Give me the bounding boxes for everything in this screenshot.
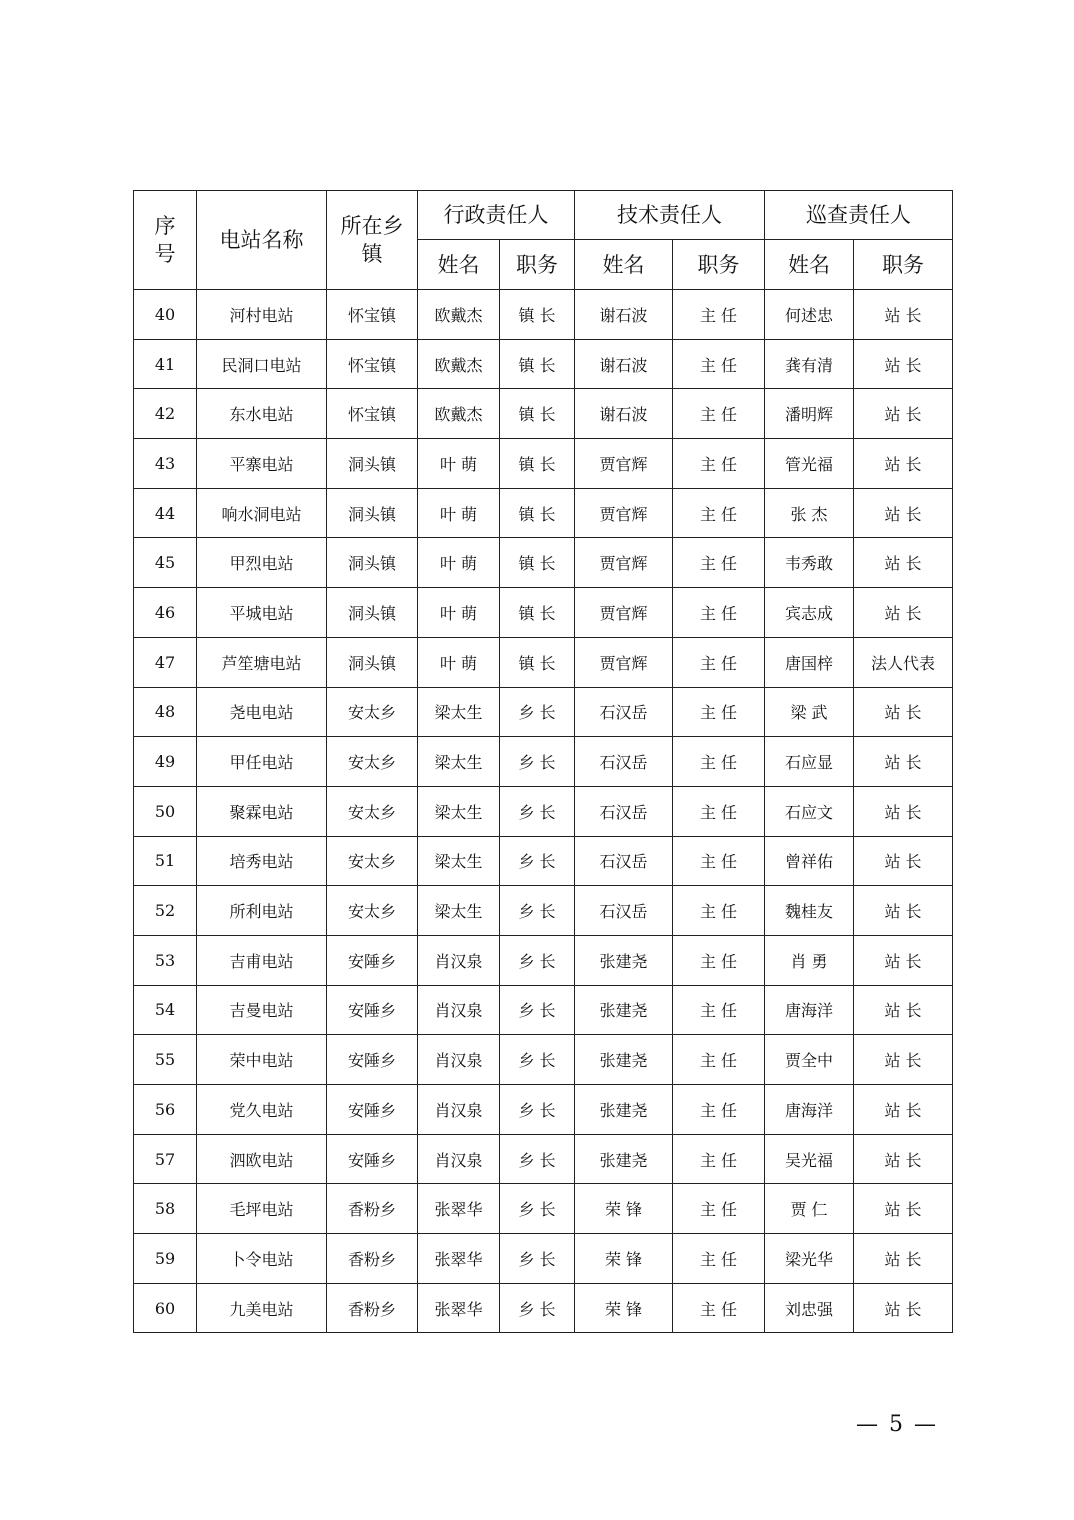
patrol-name-cell: 韦秀敢	[765, 538, 854, 588]
header-seq-line1: 序	[154, 214, 176, 238]
station-name-cell: 党久电站	[197, 1085, 327, 1135]
tech-name-cell: 谢石波	[575, 389, 673, 439]
admin-position-cell: 乡 长	[500, 1035, 575, 1085]
table-row	[134, 637, 953, 687]
patrol-position-cell: 法人代表	[854, 637, 953, 687]
admin-name-cell: 叶 萌	[418, 588, 500, 638]
table-row	[134, 339, 953, 389]
tech-position-cell: 主 任	[673, 1234, 765, 1284]
patrol-name-cell: 张 杰	[765, 488, 854, 538]
admin-position-cell: 乡 长	[500, 786, 575, 836]
header-township-line2: 镇	[361, 242, 383, 266]
patrol-name-cell: 龚有清	[765, 339, 854, 389]
table-row	[134, 538, 953, 588]
tech-name-cell: 张建尧	[575, 1134, 673, 1184]
township-cell: 安陲乡	[327, 1035, 418, 1085]
header-row-group	[134, 191, 953, 240]
tech-name-cell: 张建尧	[575, 935, 673, 985]
table-header	[134, 191, 953, 290]
seq-cell: 56	[134, 1085, 197, 1135]
tech-name-cell: 贾官辉	[575, 637, 673, 687]
township-cell: 怀宝镇	[327, 290, 418, 340]
township-cell: 安陲乡	[327, 985, 418, 1035]
patrol-position-cell: 站 长	[854, 1234, 953, 1284]
patrol-name-cell: 吴光福	[765, 1134, 854, 1184]
admin-name-cell: 梁太生	[418, 836, 500, 886]
patrol-position-cell: 站 长	[854, 488, 953, 538]
station-name-cell: 平城电站	[197, 588, 327, 638]
seq-cell: 42	[134, 389, 197, 439]
admin-position-cell: 乡 长	[500, 985, 575, 1035]
admin-name-cell: 肖汉泉	[418, 1035, 500, 1085]
township-cell: 安陲乡	[327, 1085, 418, 1135]
admin-name-cell: 梁太生	[418, 737, 500, 787]
patrol-name-cell: 宾志成	[765, 588, 854, 638]
admin-position-cell: 镇 长	[500, 439, 575, 489]
seq-cell: 46	[134, 588, 197, 638]
seq-cell: 51	[134, 836, 197, 886]
township-cell: 香粉乡	[327, 1184, 418, 1234]
admin-name-cell: 肖汉泉	[418, 935, 500, 985]
admin-name-cell: 叶 萌	[418, 488, 500, 538]
seq-cell: 41	[134, 339, 197, 389]
station-name-cell: 河村电站	[197, 290, 327, 340]
tech-position-cell: 主 任	[673, 538, 765, 588]
table-row	[134, 439, 953, 489]
seq-cell: 53	[134, 935, 197, 985]
patrol-position-cell: 站 长	[854, 290, 953, 340]
header-tech-responsible: 技术责任人	[575, 191, 765, 240]
patrol-name-cell: 唐海洋	[765, 1085, 854, 1135]
patrol-name-cell: 肖 勇	[765, 935, 854, 985]
admin-name-cell: 张翠华	[418, 1283, 500, 1333]
responsibility-table	[133, 190, 953, 1333]
table-row	[134, 1134, 953, 1184]
patrol-name-cell: 潘明辉	[765, 389, 854, 439]
header-patrol-position: 职务	[854, 240, 953, 290]
table-body	[134, 290, 953, 1333]
station-name-cell: 吉甫电站	[197, 935, 327, 985]
seq-cell: 60	[134, 1283, 197, 1333]
admin-position-cell: 乡 长	[500, 737, 575, 787]
admin-name-cell: 欧戴杰	[418, 339, 500, 389]
seq-cell: 48	[134, 687, 197, 737]
township-cell: 安太乡	[327, 737, 418, 787]
tech-position-cell: 主 任	[673, 737, 765, 787]
tech-name-cell: 石汉岳	[575, 836, 673, 886]
admin-position-cell: 乡 长	[500, 1134, 575, 1184]
seq-cell: 49	[134, 737, 197, 787]
patrol-name-cell: 石应文	[765, 786, 854, 836]
tech-name-cell: 谢石波	[575, 290, 673, 340]
tech-position-cell: 主 任	[673, 637, 765, 687]
patrol-name-cell: 石应显	[765, 737, 854, 787]
township-cell: 洞头镇	[327, 588, 418, 638]
table-row	[134, 290, 953, 340]
patrol-position-cell: 站 长	[854, 1283, 953, 1333]
tech-position-cell: 主 任	[673, 588, 765, 638]
admin-name-cell: 梁太生	[418, 786, 500, 836]
header-seq	[134, 191, 197, 290]
admin-position-cell: 镇 长	[500, 538, 575, 588]
seq-cell: 47	[134, 637, 197, 687]
tech-name-cell: 张建尧	[575, 1085, 673, 1135]
admin-name-cell: 叶 萌	[418, 538, 500, 588]
tech-position-cell: 主 任	[673, 985, 765, 1035]
station-name-cell: 泗欧电站	[197, 1134, 327, 1184]
table-row	[134, 886, 953, 936]
patrol-name-cell: 梁 武	[765, 687, 854, 737]
patrol-position-cell: 站 长	[854, 886, 953, 936]
township-cell: 安太乡	[327, 687, 418, 737]
admin-position-cell: 乡 长	[500, 935, 575, 985]
township-cell: 洞头镇	[327, 538, 418, 588]
patrol-position-cell: 站 长	[854, 786, 953, 836]
patrol-position-cell: 站 长	[854, 1134, 953, 1184]
table-row	[134, 1283, 953, 1333]
tech-name-cell: 贾官辉	[575, 588, 673, 638]
seq-cell: 54	[134, 985, 197, 1035]
township-cell: 安太乡	[327, 836, 418, 886]
header-township-line1: 所在乡	[340, 214, 404, 238]
tech-name-cell: 张建尧	[575, 1035, 673, 1085]
tech-position-cell: 主 任	[673, 290, 765, 340]
table-row	[134, 836, 953, 886]
seq-cell: 50	[134, 786, 197, 836]
page-number: — 5 —	[856, 1412, 938, 1437]
seq-cell: 40	[134, 290, 197, 340]
township-cell: 怀宝镇	[327, 339, 418, 389]
table-row	[134, 1234, 953, 1284]
patrol-position-cell: 站 长	[854, 538, 953, 588]
tech-name-cell: 贾官辉	[575, 439, 673, 489]
patrol-position-cell: 站 长	[854, 737, 953, 787]
township-cell: 香粉乡	[327, 1234, 418, 1284]
tech-position-cell: 主 任	[673, 886, 765, 936]
admin-name-cell: 欧戴杰	[418, 389, 500, 439]
station-name-cell: 所利电站	[197, 886, 327, 936]
patrol-position-cell: 站 长	[854, 1035, 953, 1085]
patrol-position-cell: 站 长	[854, 439, 953, 489]
township-cell: 洞头镇	[327, 488, 418, 538]
station-name-cell: 九美电站	[197, 1283, 327, 1333]
admin-position-cell: 乡 长	[500, 1085, 575, 1135]
admin-name-cell: 梁太生	[418, 687, 500, 737]
admin-name-cell: 梁太生	[418, 886, 500, 936]
table-row	[134, 737, 953, 787]
admin-position-cell: 乡 长	[500, 836, 575, 886]
patrol-position-cell: 站 长	[854, 985, 953, 1035]
patrol-name-cell: 贾全中	[765, 1035, 854, 1085]
township-cell: 洞头镇	[327, 439, 418, 489]
table-row	[134, 935, 953, 985]
station-name-cell: 荣中电站	[197, 1035, 327, 1085]
township-cell: 安太乡	[327, 786, 418, 836]
patrol-name-cell: 曾祥佑	[765, 836, 854, 886]
patrol-name-cell: 管光福	[765, 439, 854, 489]
tech-position-cell: 主 任	[673, 1134, 765, 1184]
station-name-cell: 培秀电站	[197, 836, 327, 886]
header-tech-name: 姓名	[575, 240, 673, 290]
table-row	[134, 389, 953, 439]
tech-position-cell: 主 任	[673, 1035, 765, 1085]
patrol-name-cell: 梁光华	[765, 1234, 854, 1284]
station-name-cell: 响水洞电站	[197, 488, 327, 538]
station-name-cell: 聚霖电站	[197, 786, 327, 836]
patrol-name-cell: 唐海洋	[765, 985, 854, 1035]
patrol-name-cell: 魏桂友	[765, 886, 854, 936]
table-row	[134, 1035, 953, 1085]
tech-position-cell: 主 任	[673, 836, 765, 886]
station-name-cell: 芦笙塘电站	[197, 637, 327, 687]
seq-cell: 59	[134, 1234, 197, 1284]
patrol-position-cell: 站 长	[854, 588, 953, 638]
admin-name-cell: 张翠华	[418, 1234, 500, 1284]
tech-name-cell: 贾官辉	[575, 488, 673, 538]
seq-cell: 55	[134, 1035, 197, 1085]
tech-name-cell: 谢石波	[575, 339, 673, 389]
table-row	[134, 1085, 953, 1135]
patrol-position-cell: 站 长	[854, 339, 953, 389]
tech-position-cell: 主 任	[673, 786, 765, 836]
tech-position-cell: 主 任	[673, 935, 765, 985]
patrol-position-cell: 站 长	[854, 1184, 953, 1234]
admin-position-cell: 乡 长	[500, 687, 575, 737]
seq-cell: 52	[134, 886, 197, 936]
tech-name-cell: 石汉岳	[575, 786, 673, 836]
station-name-cell: 吉曼电站	[197, 985, 327, 1035]
admin-position-cell: 镇 长	[500, 339, 575, 389]
township-cell: 怀宝镇	[327, 389, 418, 439]
tech-position-cell: 主 任	[673, 1184, 765, 1234]
township-cell: 安陲乡	[327, 935, 418, 985]
header-township	[327, 191, 418, 290]
patrol-name-cell: 贾 仁	[765, 1184, 854, 1234]
patrol-name-cell: 何述忠	[765, 290, 854, 340]
table-row	[134, 786, 953, 836]
admin-name-cell: 肖汉泉	[418, 985, 500, 1035]
header-seq-line2: 号	[154, 242, 176, 266]
tech-name-cell: 石汉岳	[575, 737, 673, 787]
township-cell: 安太乡	[327, 886, 418, 936]
table-row	[134, 588, 953, 638]
table-row	[134, 488, 953, 538]
admin-position-cell: 镇 长	[500, 488, 575, 538]
station-name-cell: 平寨电站	[197, 439, 327, 489]
header-admin-name: 姓名	[418, 240, 500, 290]
admin-position-cell: 乡 长	[500, 1184, 575, 1234]
admin-name-cell: 叶 萌	[418, 637, 500, 687]
tech-position-cell: 主 任	[673, 389, 765, 439]
patrol-position-cell: 站 长	[854, 836, 953, 886]
patrol-name-cell: 唐国梓	[765, 637, 854, 687]
seq-cell: 44	[134, 488, 197, 538]
header-admin-position: 职务	[500, 240, 575, 290]
seq-cell: 43	[134, 439, 197, 489]
tech-name-cell: 荣 锋	[575, 1283, 673, 1333]
station-name-cell: 民洞口电站	[197, 339, 327, 389]
township-cell: 安陲乡	[327, 1134, 418, 1184]
patrol-position-cell: 站 长	[854, 1085, 953, 1135]
tech-name-cell: 石汉岳	[575, 687, 673, 737]
table-row	[134, 1184, 953, 1234]
tech-name-cell: 石汉岳	[575, 886, 673, 936]
patrol-position-cell: 站 长	[854, 935, 953, 985]
tech-position-cell: 主 任	[673, 339, 765, 389]
admin-name-cell: 欧戴杰	[418, 290, 500, 340]
tech-name-cell: 荣 锋	[575, 1184, 673, 1234]
seq-cell: 57	[134, 1134, 197, 1184]
admin-position-cell: 乡 长	[500, 1234, 575, 1284]
admin-position-cell: 镇 长	[500, 588, 575, 638]
patrol-position-cell: 站 长	[854, 389, 953, 439]
patrol-name-cell: 刘忠强	[765, 1283, 854, 1333]
admin-name-cell: 肖汉泉	[418, 1134, 500, 1184]
header-station-name: 电站名称	[197, 191, 327, 290]
station-name-cell: 卜令电站	[197, 1234, 327, 1284]
header-tech-position: 职务	[673, 240, 765, 290]
station-name-cell: 东水电站	[197, 389, 327, 439]
header-admin-responsible: 行政责任人	[418, 191, 575, 240]
admin-position-cell: 镇 长	[500, 637, 575, 687]
header-patrol-name: 姓名	[765, 240, 854, 290]
table-row	[134, 985, 953, 1035]
tech-position-cell: 主 任	[673, 439, 765, 489]
station-name-cell: 毛坪电站	[197, 1184, 327, 1234]
station-name-cell: 甲烈电站	[197, 538, 327, 588]
admin-name-cell: 张翠华	[418, 1184, 500, 1234]
tech-position-cell: 主 任	[673, 1085, 765, 1135]
seq-cell: 45	[134, 538, 197, 588]
tech-position-cell: 主 任	[673, 687, 765, 737]
tech-name-cell: 张建尧	[575, 985, 673, 1035]
tech-position-cell: 主 任	[673, 488, 765, 538]
station-name-cell: 甲任电站	[197, 737, 327, 787]
station-name-cell: 尧电电站	[197, 687, 327, 737]
tech-position-cell: 主 任	[673, 1283, 765, 1333]
township-cell: 香粉乡	[327, 1283, 418, 1333]
table-row	[134, 687, 953, 737]
seq-cell: 58	[134, 1184, 197, 1234]
admin-name-cell: 肖汉泉	[418, 1085, 500, 1135]
tech-name-cell: 荣 锋	[575, 1234, 673, 1284]
admin-position-cell: 镇 长	[500, 389, 575, 439]
township-cell: 洞头镇	[327, 637, 418, 687]
admin-position-cell: 乡 长	[500, 886, 575, 936]
header-patrol-responsible: 巡查责任人	[765, 191, 953, 240]
admin-position-cell: 乡 长	[500, 1283, 575, 1333]
patrol-position-cell: 站 长	[854, 687, 953, 737]
admin-position-cell: 镇 长	[500, 290, 575, 340]
tech-name-cell: 贾官辉	[575, 538, 673, 588]
admin-name-cell: 叶 萌	[418, 439, 500, 489]
